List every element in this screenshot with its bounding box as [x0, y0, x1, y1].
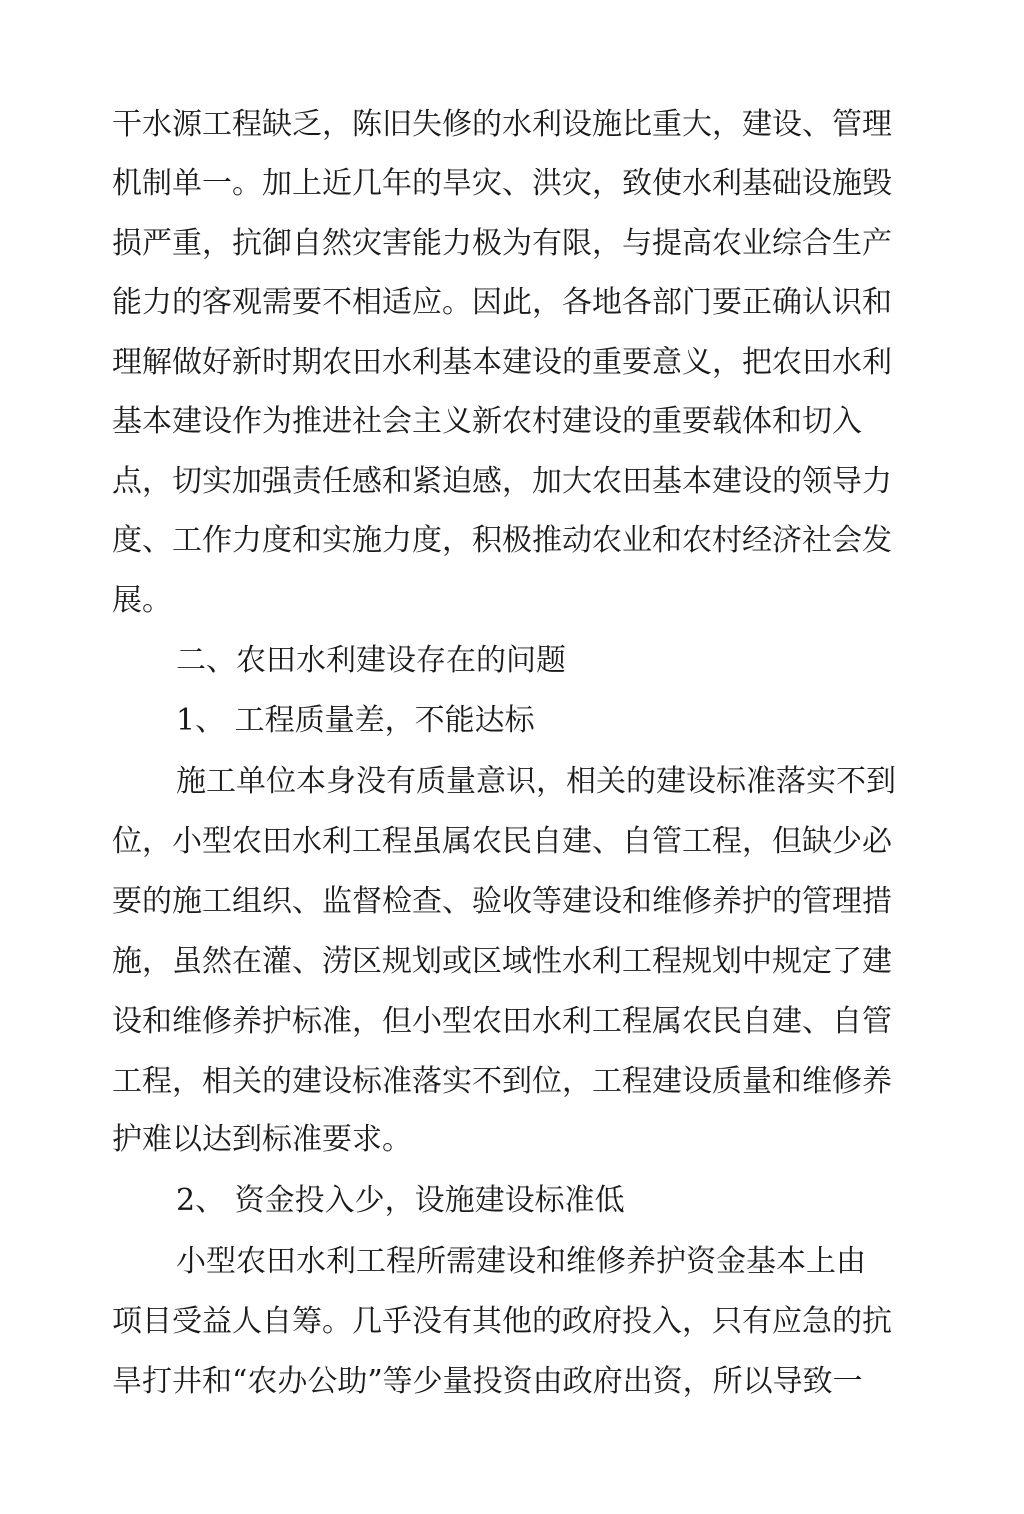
paragraph-line: 理解做好新时期农田水利基本建设的重要意义，把农田水利	[112, 345, 892, 380]
paragraph-line: 护难以达到标准要求。	[112, 1122, 412, 1157]
subsection-heading: 1、 工程质量差，不能达标	[176, 703, 535, 738]
paragraph-line: 施工单位本身没有质量意识，相关的建设标准落实不到	[176, 764, 896, 799]
paragraph-line: 施，虽然在灌、涝区规划或区域性水利工程规划中规定了建	[112, 944, 892, 979]
paragraph-line: 能力的客观需要不相适应。因此，各地各部门要正确认识和	[112, 285, 892, 320]
paragraph-line: 基本建设作为推进社会主义新农村建设的重要载体和切入	[112, 404, 862, 439]
paragraph-line: 位，小型农田水利工程虽属农民自建、自管工程，但缺少必	[112, 824, 892, 859]
paragraph-line: 要的施工组织、监督检查、验收等建设和维修养护的管理措	[112, 884, 892, 919]
paragraph-line: 工程，相关的建设标准落实不到位，工程建设质量和维修养	[112, 1064, 892, 1099]
paragraph-line: 损严重，抗御自然灾害能力极为有限，与提高农业综合生产	[112, 226, 892, 261]
subsection-heading: 2、 资金投入少，设施建设标准低	[176, 1183, 625, 1218]
paragraph-line: 小型农田水利工程所需建设和维修养护资金基本上由	[176, 1244, 866, 1279]
paragraph-line: 机制单一。加上近几年的旱灾、洪灾，致使水利基础设施毁	[112, 166, 892, 201]
paragraph-line: 旱打井和“农办公助”等少量投资由政府出资，所以导致一	[112, 1364, 863, 1399]
paragraph-line: 展。	[112, 583, 172, 618]
paragraph-line: 干水源工程缺乏，陈旧失修的水利设施比重大，建设、管理	[112, 107, 892, 142]
paragraph-line: 度、工作力度和实施力度，积极推动农业和农村经济社会发	[112, 523, 892, 558]
section-heading: 二、农田水利建设存在的问题	[176, 643, 566, 678]
paragraph-line: 项目受益人自筹。几乎没有其他的政府投入，只有应急的抗	[112, 1304, 892, 1339]
paragraph-line: 设和维修养护标准，但小型农田水利工程属农民自建、自管	[112, 1004, 892, 1039]
paragraph-line: 点，切实加强责任感和紧迫感，加大农田基本建设的领导力	[112, 464, 892, 499]
